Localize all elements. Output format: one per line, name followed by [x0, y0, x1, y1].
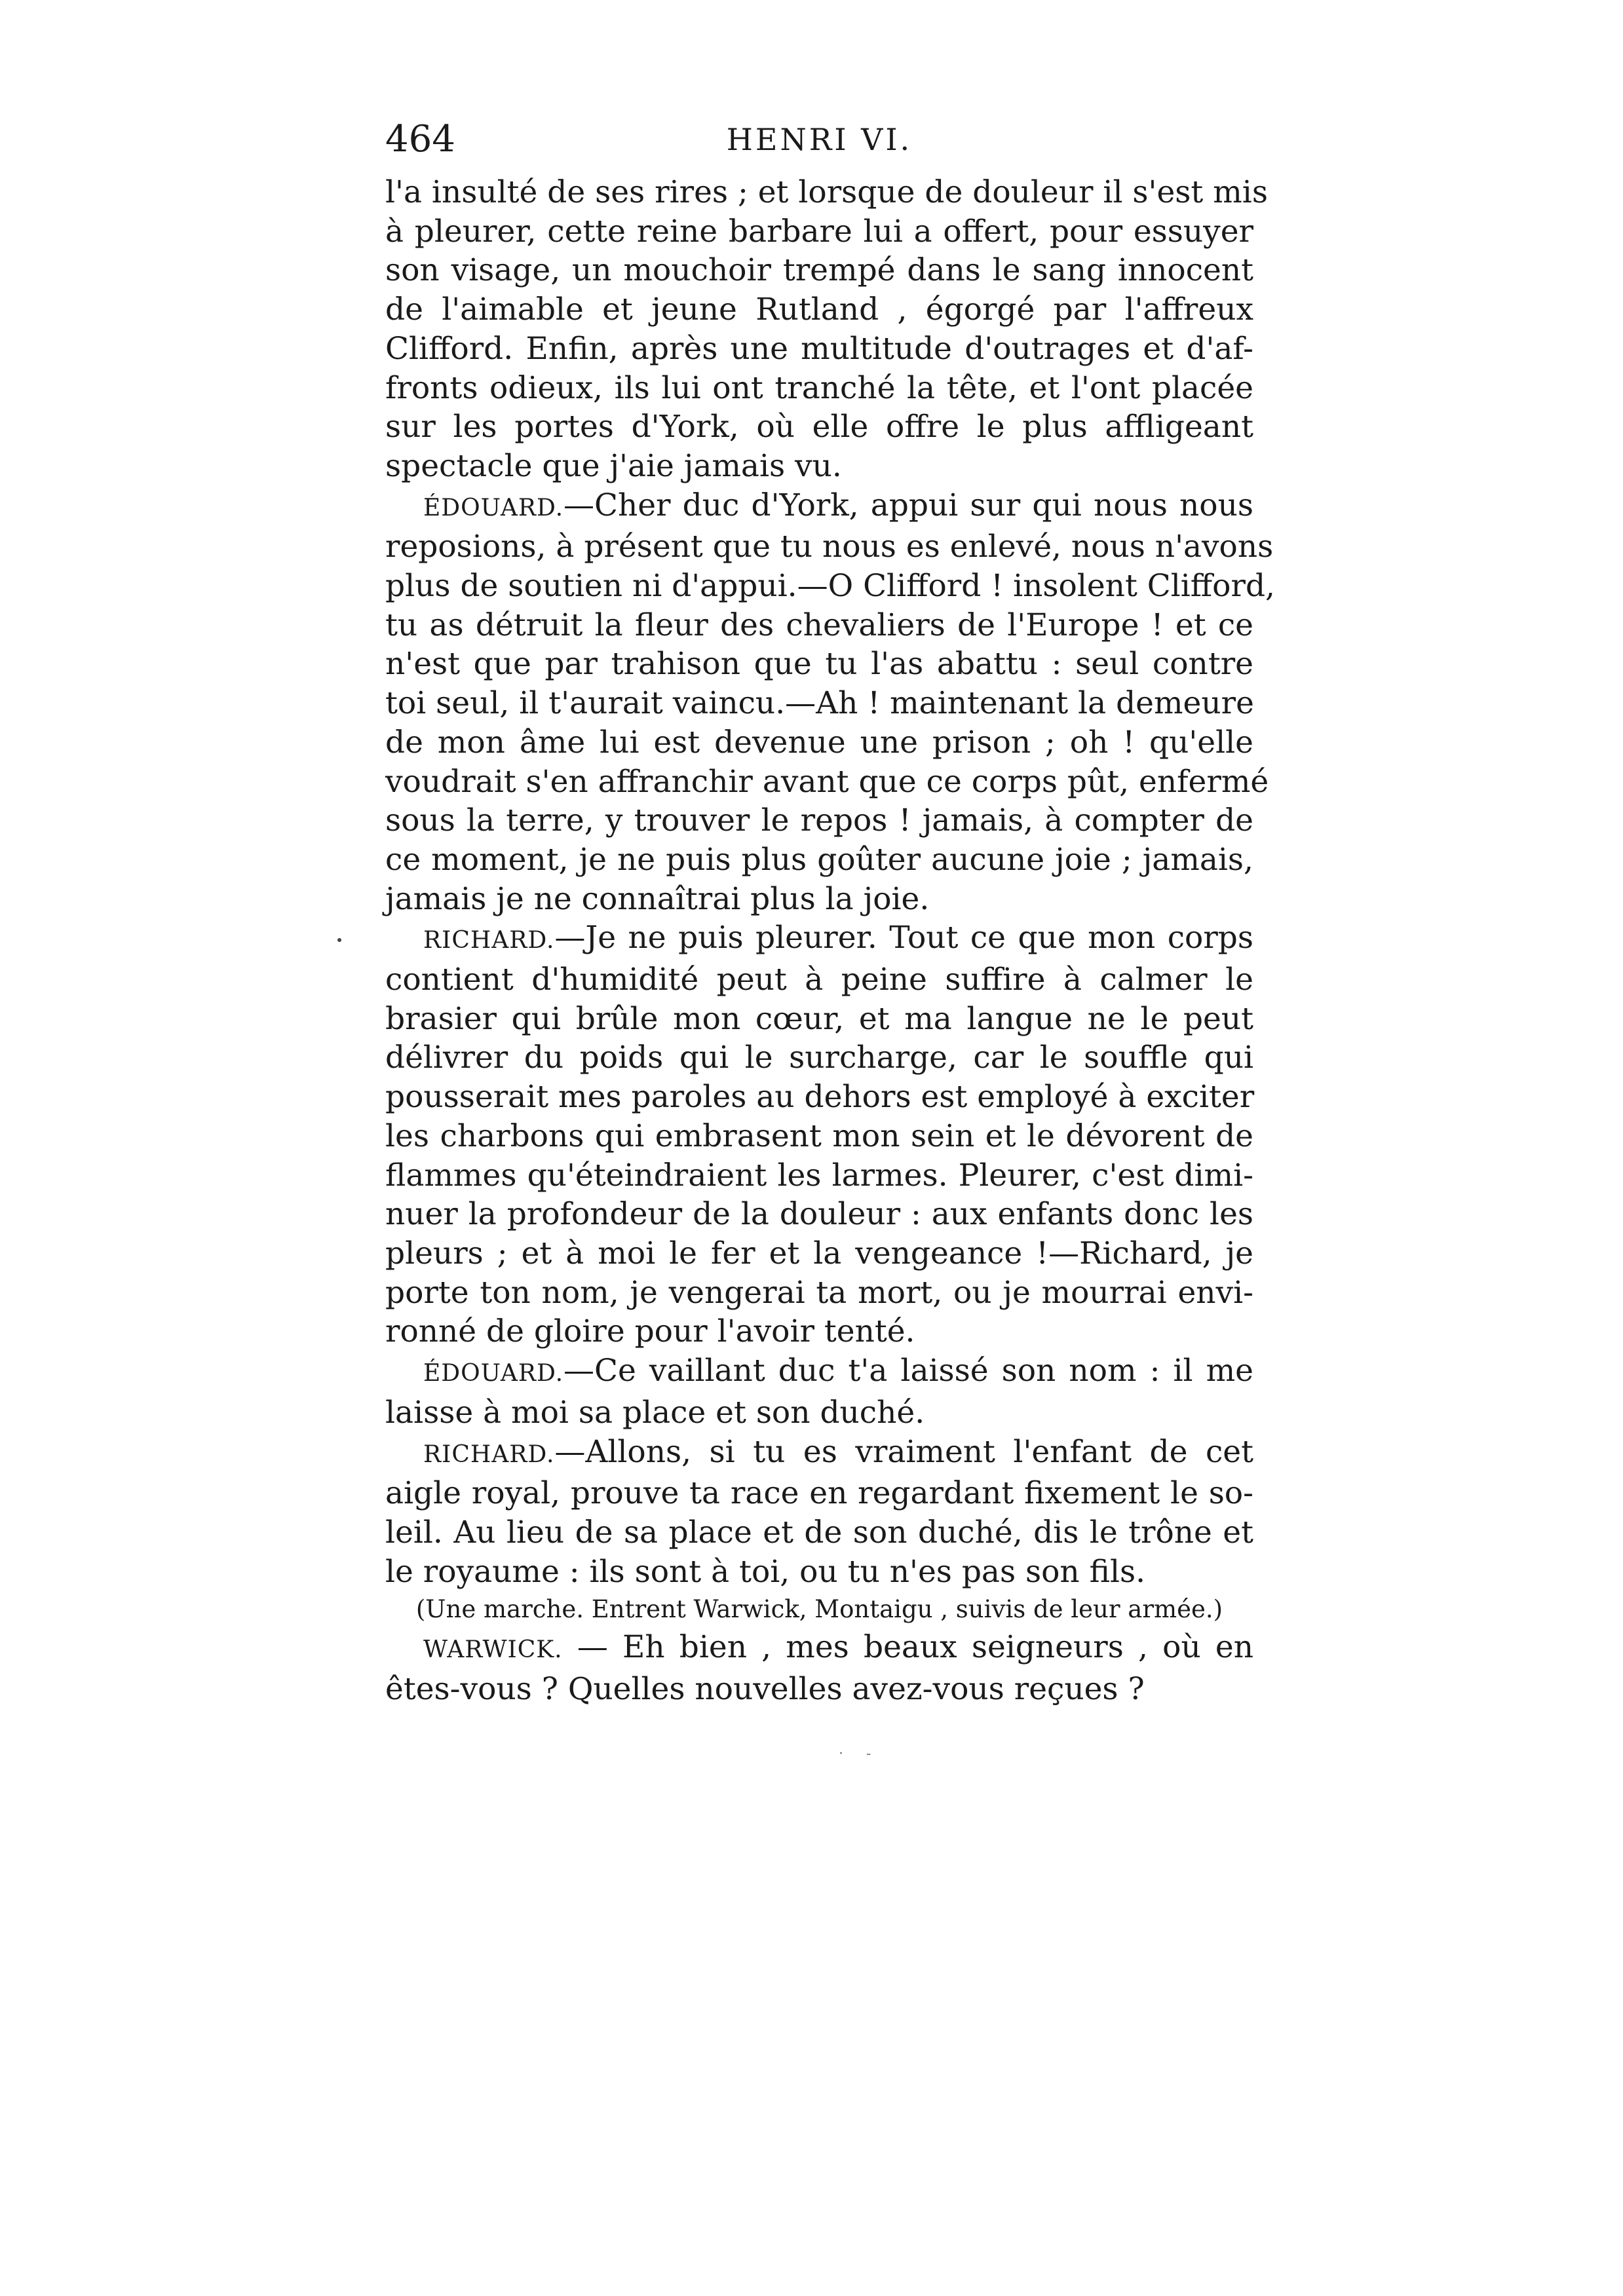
speech-text: —Allons, si tu es vraiment l'enfant de cet — [554, 1433, 1253, 1470]
page-body — [385, 173, 1275, 1709]
page-number: 464 — [385, 118, 455, 160]
text-line: porte ton nom, je vengerai ta mort, ou je mourrai envi- — [385, 1274, 1253, 1311]
text-line: laisse à moi sa place et son duché. — [385, 1394, 925, 1431]
speech-richard-1 — [385, 918, 1253, 1351]
text-line: de l'aimable et jeune Rutland , égorgé par l'affreux — [385, 292, 1253, 328]
text-line: délivrer du poids qui le surcharge, car le souffle qui — [385, 1040, 1253, 1076]
text-line: n'est que par trahison que tu l'as abattu : seul contre — [385, 646, 1253, 683]
text-line: sur les portes d'York, où elle offre le plus affligeant — [385, 409, 1253, 445]
speech-edouard-2 — [385, 1351, 1253, 1432]
text-line: ce moment, je ne puis plus goûter aucune joie ; jamais, — [385, 841, 1253, 878]
text-line: toi seul, il t'aurait vaincu.—Ah ! maintenant la demeure — [385, 685, 1254, 722]
text-line: les charbons qui embrasent mon sein et le dévorent de — [385, 1118, 1253, 1154]
speaker-name: ÉDOUARD. — [423, 494, 564, 521]
speech-first-line — [385, 1433, 1253, 1475]
speech-text: —Ce vaillant duc t'a laissé son nom : il me — [563, 1353, 1253, 1389]
speech-text: — Eh bien , mes beaux seigneurs , où en — [562, 1629, 1253, 1666]
speaker-name: RICHARD. — [423, 1440, 555, 1468]
text-line: à pleurer, cette reine barbare lui a offert, pour essuyer — [385, 213, 1253, 250]
speaker-name: ÉDOUARD. — [423, 1360, 564, 1387]
speech-text: —Je ne puis pleurer. Tout ce que mon corps — [554, 920, 1253, 956]
speaker-name: WARWICK. — [423, 1636, 563, 1664]
text-line: nuer la profondeur de la douleur : aux enfants donc les — [385, 1196, 1253, 1233]
text-line: aigle royal, prouve ta race en regardant fixement le so- — [385, 1475, 1253, 1512]
text-line: pousserait mes paroles au dehors est employé à exciter — [385, 1079, 1255, 1116]
text-line: leil. Au lieu de sa place et de son duché, dis le trône et — [385, 1514, 1253, 1551]
text-line: plus de soutien ni d'appui.—O Clifford ! insolent Clifford, — [385, 568, 1275, 605]
speaker-name: RICHARD. — [423, 927, 555, 954]
text-line: sous la terre, y trouver le repos ! jamais, à compter de — [385, 802, 1253, 839]
text-line: pleurs ; et à moi le fer et la vengeance !—Richard, je — [385, 1235, 1253, 1271]
speech-first-line — [385, 1351, 1253, 1393]
text-line: ronné de gloire pour l'avoir tenté. — [385, 1313, 915, 1350]
book-page — [385, 118, 1275, 1709]
text-line: jamais je ne connaîtrai plus la joie. — [385, 880, 930, 917]
speech-richard-2 — [385, 1433, 1253, 1592]
speech-first-line — [385, 486, 1253, 528]
speech-text: —Cher duc d'York, appui sur qui nous nous — [563, 487, 1253, 523]
text-line: le royaume : ils sont à toi, ou tu n'es pas son fils. — [385, 1553, 1146, 1590]
speech-warwick — [385, 1628, 1253, 1708]
text-line: contient d'humidité peut à peine suffire à calmer le — [385, 962, 1253, 998]
text-line: flammes qu'éteindraient les larmes. Pleurer, c'est dimi- — [385, 1157, 1253, 1194]
text-line: son visage, un mouchoir trempé dans le sang innocent — [385, 252, 1253, 289]
speech-first-line — [385, 918, 1253, 960]
paragraph-continuation — [385, 173, 1268, 486]
printer-speck: · - — [839, 1746, 881, 1762]
margin-speck — [337, 938, 341, 942]
text-line: spectacle que j'aie jamais vu. — [385, 447, 842, 484]
text-line: fronts odieux, ils lui ont tranché la tête, et l'ont placée — [385, 369, 1253, 406]
text-line: de mon âme lui est devenue une prison ; oh ! qu'elle — [385, 724, 1253, 761]
stage-direction: (Une marche. Entrent Warwick, Montaigu , suivis de leur armée.) — [415, 1595, 1223, 1624]
text-line: êtes-vous ? Quelles nouvelles avez-vous reçues ? — [385, 1671, 1145, 1708]
text-line: Clifford. Enfin, après une multitude d'outrages et d'af- — [385, 330, 1253, 367]
running-title: HENRI VI. — [726, 122, 913, 157]
text-line: reposions, à présent que tu nous es enlevé, nous n'avons — [385, 529, 1274, 565]
text-line: tu as détruit la fleur des chevaliers de l'Europe ! et ce — [385, 607, 1253, 643]
speech-first-line — [385, 1628, 1253, 1670]
text-line: brasier qui brûle mon cœur, et ma langue ne le peut — [385, 1000, 1253, 1037]
speech-edouard-1 — [385, 486, 1275, 919]
page-header — [385, 118, 1253, 173]
text-line: l'a insulté de ses rires ; et lorsque de douleur il s'est mis — [385, 174, 1268, 210]
text-line: voudrait s'en affranchir avant que ce corps pût, enfermé — [385, 763, 1269, 800]
